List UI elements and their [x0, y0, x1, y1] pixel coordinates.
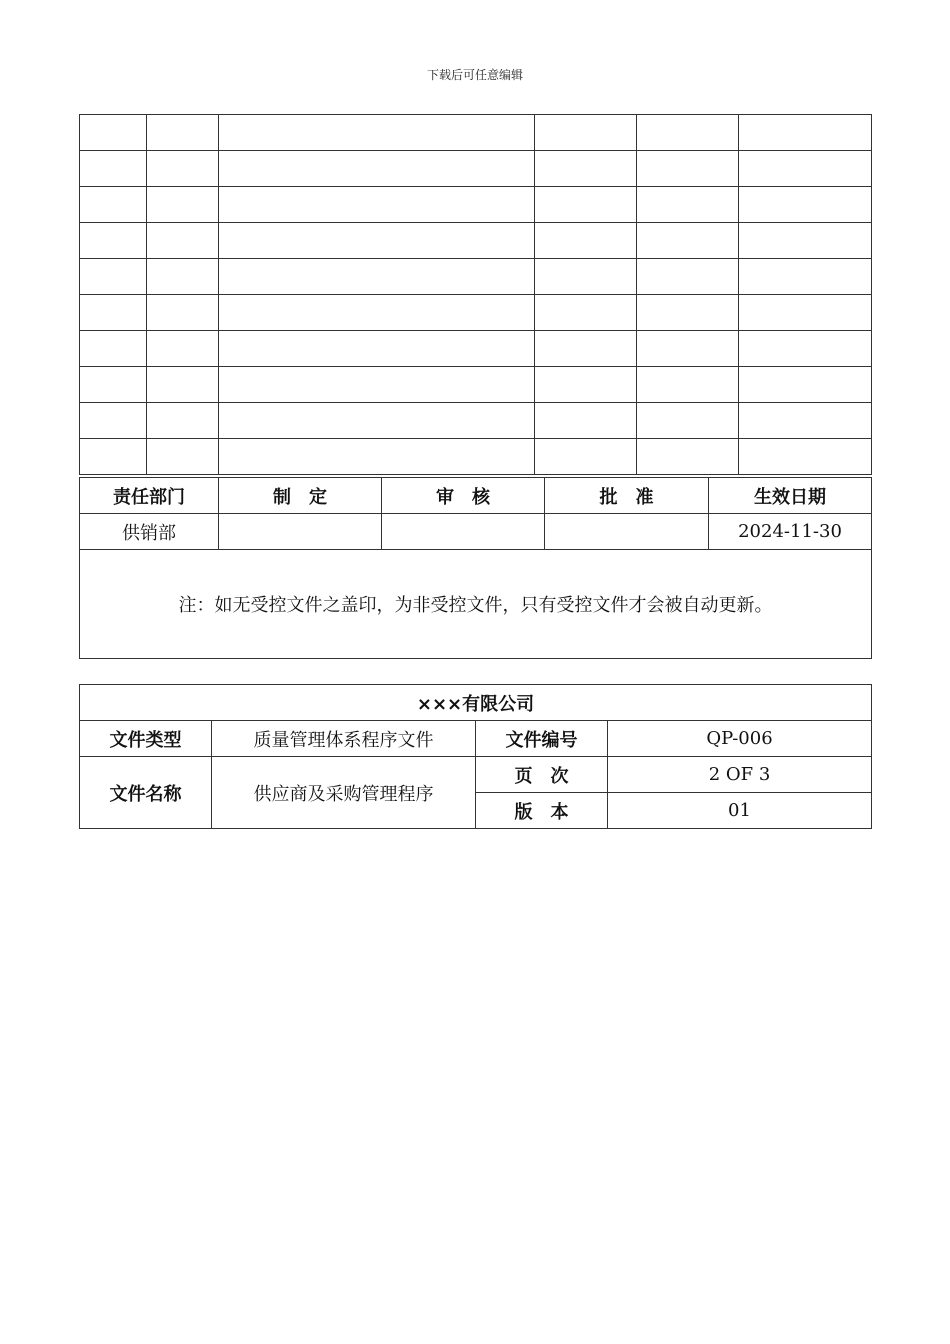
- blank-revision-grid: [79, 114, 872, 475]
- company-name: ×××有限公司: [80, 685, 872, 721]
- grid-cell: [535, 151, 637, 187]
- page-label: 页 次: [476, 757, 608, 793]
- page-value: 2 OF 3: [608, 757, 872, 793]
- control-note: 注：如无受控文件之盖印，为非受控文件，只有受控文件才会被自动更新。: [80, 550, 872, 659]
- doc-type-value: 质量管理体系程序文件: [212, 721, 476, 757]
- grid-cell: [147, 403, 219, 439]
- doc-no-label: 文件编号: [476, 721, 608, 757]
- company-row: [80, 685, 872, 721]
- reviewed-value: [382, 514, 545, 550]
- grid-cell: [219, 439, 535, 475]
- doc-type-label: 文件类型: [80, 721, 212, 757]
- grid-cell: [535, 187, 637, 223]
- grid-cell: [219, 223, 535, 259]
- doc-name-label: 文件名称: [80, 757, 212, 829]
- grid-cell: [739, 115, 872, 151]
- doc-no-value: QP-006: [608, 721, 872, 757]
- version-value: 01: [608, 793, 872, 829]
- grid-cell: [80, 403, 147, 439]
- grid-row: [80, 403, 872, 439]
- prepared-value: [219, 514, 382, 550]
- grid-cell: [637, 115, 739, 151]
- grid-cell: [535, 259, 637, 295]
- grid-cell: [535, 439, 637, 475]
- department-header: 责任部门: [80, 478, 219, 514]
- grid-cell: [219, 295, 535, 331]
- grid-cell: [147, 439, 219, 475]
- grid-cell: [739, 151, 872, 187]
- approved-header: 批 准: [545, 478, 709, 514]
- grid-row: [80, 295, 872, 331]
- grid-cell: [637, 259, 739, 295]
- grid-cell: [80, 187, 147, 223]
- grid-cell: [739, 331, 872, 367]
- grid-cell: [535, 115, 637, 151]
- grid-cell: [80, 331, 147, 367]
- grid-cell: [80, 439, 147, 475]
- grid-cell: [739, 295, 872, 331]
- grid-cell: [739, 439, 872, 475]
- grid-row: [80, 151, 872, 187]
- page-header-note: 下载后可任意编辑: [426, 68, 523, 82]
- grid-cell: [739, 187, 872, 223]
- grid-cell: [637, 439, 739, 475]
- grid-cell: [219, 403, 535, 439]
- grid-cell: [637, 331, 739, 367]
- doc-type-row: [80, 721, 872, 757]
- effective-date-header: 生效日期: [709, 478, 872, 514]
- grid-cell: [535, 331, 637, 367]
- grid-cell: [535, 367, 637, 403]
- doc-name-row: [80, 757, 872, 793]
- grid-cell: [147, 295, 219, 331]
- grid-row: [80, 331, 872, 367]
- grid-cell: [80, 223, 147, 259]
- grid-cell: [147, 259, 219, 295]
- grid-cell: [637, 295, 739, 331]
- grid-cell: [80, 367, 147, 403]
- grid-cell: [535, 295, 637, 331]
- approval-table: [79, 477, 872, 659]
- grid-cell: [637, 151, 739, 187]
- grid-row: [80, 223, 872, 259]
- grid-cell: [739, 367, 872, 403]
- grid-cell: [80, 295, 147, 331]
- grid-row: [80, 367, 872, 403]
- grid-cell: [147, 187, 219, 223]
- grid-cell: [535, 223, 637, 259]
- grid-cell: [147, 331, 219, 367]
- note-row: [80, 550, 872, 659]
- grid-cell: [637, 403, 739, 439]
- approved-value: [545, 514, 709, 550]
- grid-cell: [80, 259, 147, 295]
- grid-cell: [739, 223, 872, 259]
- grid-cell: [219, 151, 535, 187]
- grid-row: [80, 115, 872, 151]
- grid-row: [80, 439, 872, 475]
- grid-cell: [219, 367, 535, 403]
- document-info-table: [79, 684, 872, 829]
- grid-cell: [637, 367, 739, 403]
- prepared-header: 制 定: [219, 478, 382, 514]
- grid-cell: [147, 115, 219, 151]
- grid-row: [80, 259, 872, 295]
- grid-cell: [219, 331, 535, 367]
- grid-cell: [219, 187, 535, 223]
- approval-value-row: [80, 514, 872, 550]
- version-label: 版 本: [476, 793, 608, 829]
- grid-cell: [637, 223, 739, 259]
- grid-cell: [219, 259, 535, 295]
- effective-date-value: 2024-11-30: [709, 514, 872, 550]
- department-value: 供销部: [80, 514, 219, 550]
- grid-cell: [147, 367, 219, 403]
- grid-cell: [739, 259, 872, 295]
- grid-cell: [219, 115, 535, 151]
- grid-cell: [147, 223, 219, 259]
- grid-cell: [80, 115, 147, 151]
- grid-cell: [147, 151, 219, 187]
- grid-cell: [637, 187, 739, 223]
- grid-cell: [739, 403, 872, 439]
- grid-cell: [535, 403, 637, 439]
- approval-header-row: [80, 478, 872, 514]
- reviewed-header: 审 核: [382, 478, 545, 514]
- grid-cell: [80, 151, 147, 187]
- doc-name-value: 供应商及采购管理程序: [212, 757, 476, 829]
- grid-row: [80, 187, 872, 223]
